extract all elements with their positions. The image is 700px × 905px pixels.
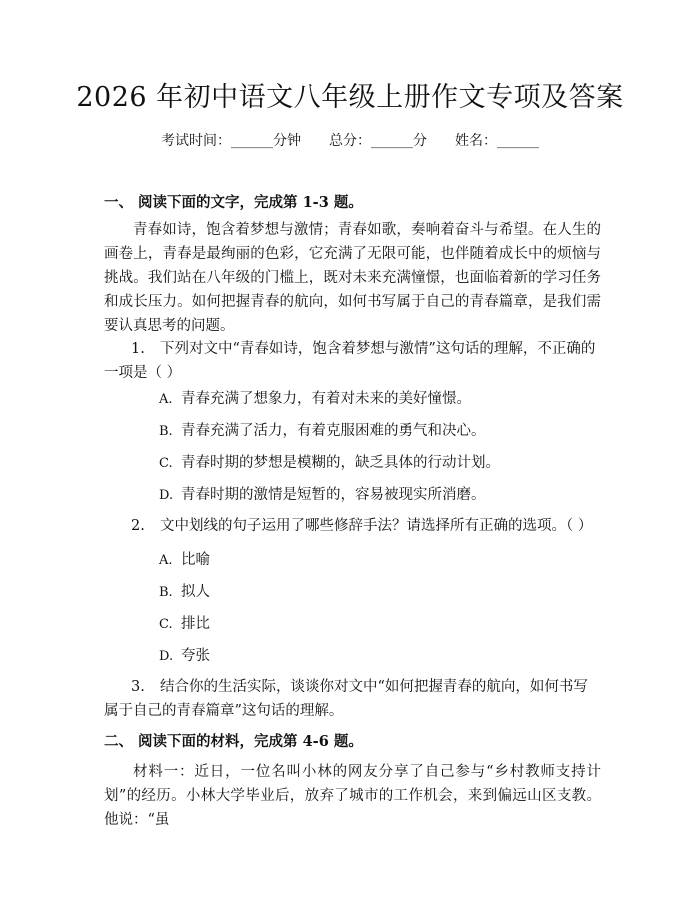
section-heading-2: 二、 阅读下面的材料，完成第 4-6 题。 xyxy=(104,733,363,750)
option-key: A. xyxy=(159,392,173,407)
time-unit: 分钟 xyxy=(273,133,301,149)
q2-option-b[interactable] xyxy=(159,582,210,603)
option-text: 排比 xyxy=(181,616,210,632)
option-key: C. xyxy=(159,456,173,471)
question-number: 1. xyxy=(131,341,145,357)
q1-option-d[interactable] xyxy=(159,485,486,506)
q1-option-c[interactable] xyxy=(159,453,500,474)
q2-option-a[interactable] xyxy=(159,550,210,571)
name-blank: ______ xyxy=(497,133,539,149)
option-key: D. xyxy=(159,488,174,503)
option-text: 夸张 xyxy=(181,648,210,664)
option-key: C. xyxy=(159,617,173,632)
option-text: 青春时期的梦想是模糊的，缺乏具体的行动计划。 xyxy=(181,455,500,471)
passage-1: 青春如诗，饱含着梦想与激情；青春如歌，奏响着奋斗与希望。在人生的画卷上，青春是最绚丽的色彩，它充满了无限可能，也伴随着成长中的烦恼与挑战。我们站在八年级的门槛上，既对未来充满憧憬，也面临着新的学习任务和成长压力。如何把握青春的航向，如何书写属于自己的青春篇章，是我们需要认真思考的问题。 xyxy=(104,222,601,334)
score-unit: 分 xyxy=(413,133,427,149)
name-label: 姓名： xyxy=(455,133,497,149)
score-blank: ______ xyxy=(371,133,413,149)
section-heading-1: 一、 阅读下面的文字，完成第 1-3 题。 xyxy=(104,194,363,211)
q2-option-c[interactable] xyxy=(159,614,210,635)
question-number: 2. xyxy=(131,518,145,534)
time-blank: ______ xyxy=(231,133,273,149)
q1-option-b[interactable] xyxy=(159,421,486,442)
question-1 xyxy=(104,337,601,385)
q2-option-d[interactable] xyxy=(159,646,210,667)
q1-option-a[interactable] xyxy=(159,389,471,410)
question-3 xyxy=(104,675,601,723)
question-text: 结合你的生活实际，谈谈你对文中“如何把握青春的航向，如何书写属于自己的青春篇章”这句话的理解。 xyxy=(104,679,588,719)
option-text: 青春充满了想象力，有着对未来的美好憧憬。 xyxy=(181,391,471,407)
option-key: B. xyxy=(159,424,173,439)
question-text: 下列对文中“青春如诗，饱含着梦想与激情”这句话的理解，不正确的一项是（ ） xyxy=(104,341,596,381)
option-text: 青春时期的激情是短暂的，容易被现实所消磨。 xyxy=(181,487,486,503)
option-key: A. xyxy=(159,553,173,568)
question-number: 3. xyxy=(131,679,145,695)
option-text: 比喻 xyxy=(181,552,210,568)
exam-info xyxy=(0,131,700,151)
option-key: D. xyxy=(159,649,174,664)
option-text: 青春充满了活力，有着克服困难的勇气和决心。 xyxy=(181,423,486,439)
option-key: B. xyxy=(159,585,173,600)
score-label: 总分： xyxy=(329,133,371,149)
passage-2: 材料一：近日，一位名叫小林的网友分享了自己参与“乡村教师支持计划”的经历。小林大学毕业后，放弃了城市的工作机会，来到偏远山区支教。他说：“虽 xyxy=(104,764,601,828)
time-label: 考试时间： xyxy=(161,133,231,149)
question-2 xyxy=(104,514,601,538)
option-text: 拟人 xyxy=(181,584,210,600)
question-text: 文中划线的句子运用了哪些修辞手法？请选择所有正确的选项。（ ） xyxy=(160,518,593,534)
page-title: 2026 年初中语文八年级上册作文专项及答案 xyxy=(76,82,624,113)
